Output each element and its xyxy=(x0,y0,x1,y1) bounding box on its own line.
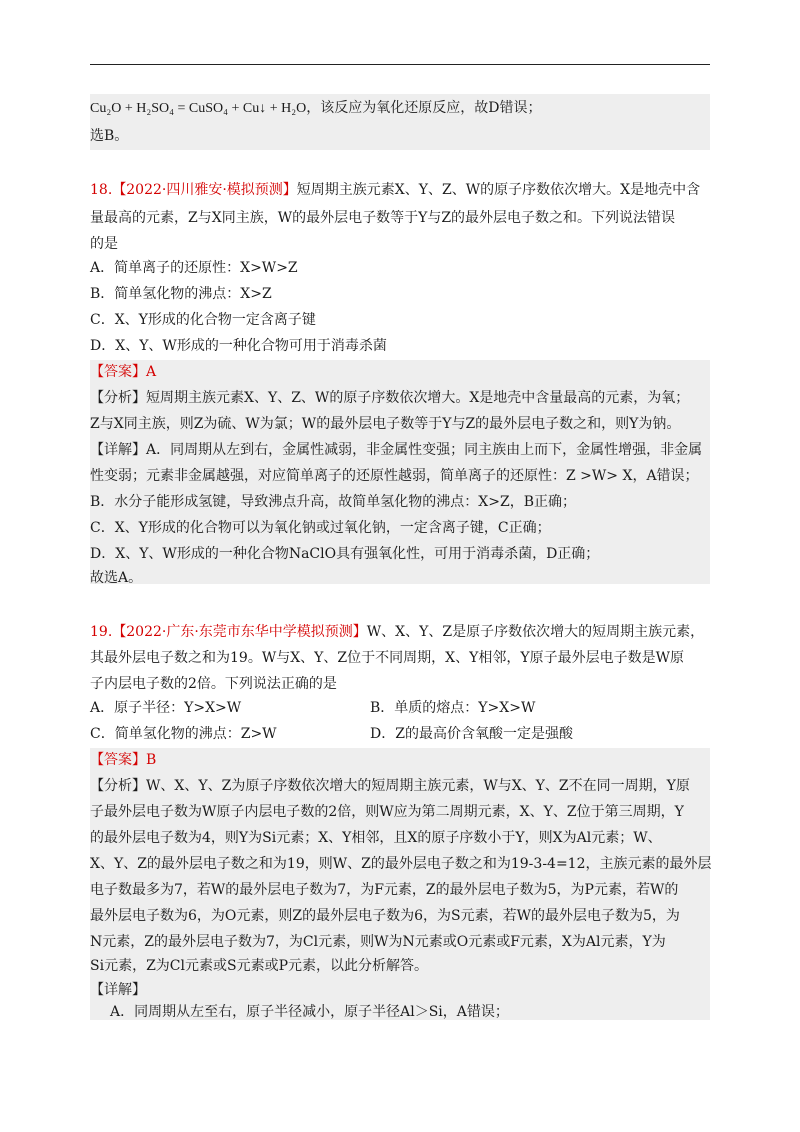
q18-option-a: A．简单离子的还原性：X>W>Z xyxy=(90,260,298,276)
reaction-comment: ，该反应为氧化还原反应，故D错误； xyxy=(306,100,542,116)
q18-option-b: B．简单氢化物的沸点：X>Z xyxy=(90,286,272,302)
q19-answer xyxy=(90,750,156,770)
q19-analysis-line5: 电子数最多为7，若W的最外层电子数为7，为F元素，Z的最外层电子数为5，为P元素，若W的 xyxy=(90,882,679,898)
q19-answer-label: 【答案】 xyxy=(90,752,146,768)
q19-number: 19. xyxy=(90,624,113,640)
q18-detail-line4: C．X、Y形成的化合物可以为氧化钠或过氧化钠，一定含离子键，C正确； xyxy=(90,520,551,536)
q19-source: 【2022·广东·东莞市东华中学模拟预测】 xyxy=(112,624,367,640)
q18-number: 18. xyxy=(90,182,113,198)
q19-stem-line1 xyxy=(90,622,704,642)
q18-answer xyxy=(90,362,156,382)
q18-detail-line2: 性变弱；元素非金属越强，对应简单离子的还原性越弱，简单离子的还原性：Z >W> X，A错误； xyxy=(90,468,699,484)
q19-analysis-line7: N元素，Z的最外层电子数为7，为Cl元素，则W为N元素或O元素或F元素，X为Al元素，Y为 xyxy=(90,934,666,950)
q18-stem-line3: 的是 xyxy=(90,236,118,252)
q18-answer-label: 【答案】 xyxy=(90,364,146,380)
q19-analysis-line1: 【分析】W、X、Y、Z为原子序数依次增大的短周期主族元素，W与X、Y、Z不在同一周期，Y原 xyxy=(90,778,690,794)
q19-answer-value: B xyxy=(146,752,157,768)
header-rule xyxy=(90,64,710,65)
q18-detail-line1: 【详解】A．同周期从左到右，金属性减弱，非金属性变强；同主族由上而下，金属性增强，非金属 xyxy=(90,442,703,458)
q18-conclusion: 故选A。 xyxy=(90,570,143,586)
q19-detail-label: 【详解】 xyxy=(90,982,146,998)
q18-detail-line3: B．水分子能形成氢键，导致沸点升高，故简单氢化物的沸点：X>Z，B正确； xyxy=(90,494,576,510)
q18-analysis-line2: Z与X同主族，则Z为硫、W为氯；W的最外层电子数等于Y与Z的最外层电子数之和，则Y为钠。 xyxy=(90,416,681,432)
q19-stem-text1: W、X、Y、Z是原子序数依次增大的短周期主族元素， xyxy=(366,624,705,640)
q19-option-a: A．原子半径：Y>X>W xyxy=(90,700,242,716)
q18-option-c: C．X、Y形成的化合物一定含离子键 xyxy=(90,312,316,328)
q19-analysis-line2: 子最外层电子数为W原子内层电子数的2倍，则W应为第二周期元素，X、Y、Z位于第三周期，Y xyxy=(90,804,684,820)
q18-stem-line2: 量最高的元素，Z与X同主族，W的最外层电子数等于Y与Z的最外层电子数之和。下列说法错误 xyxy=(90,210,676,226)
q18-analysis-line1: 【分析】短周期主族元素X、Y、Z、W的原子序数依次增大。X是地壳中含量最高的元素，为氧； xyxy=(90,390,690,406)
q19-analysis-line4: X、Y、Z的最外层电子数之和为19，则W、Z的最外层电子数之和为19-3-4=12，主族元素的最外层 xyxy=(90,856,712,872)
q18-source: 【2022·四川雅安·模拟预测】 xyxy=(112,182,297,198)
q19-option-c: C．简单氢化物的沸点：Z>W xyxy=(90,726,277,742)
q19-stem-line2: 其最外层电子数之和为19。W与X、Y、Z位于不同周期，X、Y相邻，Y原子最外层电子数是W原 xyxy=(90,650,684,666)
q18-stem-line1 xyxy=(90,180,700,200)
q19-stem-line3: 子内层电子数的2倍。下列说法正确的是 xyxy=(90,676,337,692)
q19-analysis-line3: 的最外层电子数为4，则Y为Si元素；X、Y相邻，且X的原子序数小于Y，则X为Al元素；W、 xyxy=(90,830,662,846)
q18-stem-text1: 短周期主族元素X、Y、Z、W的原子序数依次增大。X是地壳中含 xyxy=(296,182,701,198)
q19-analysis-line6: 最外层电子数为6，为O元素，则Z的最外层电子数为6，为S元素，若W的最外层电子数为5，为 xyxy=(90,908,680,924)
q19-option-d: D．Z的最高价含氧酸一定是强酸 xyxy=(370,726,573,742)
chemical-equation: Cu₂O + H₂SO₄ = CuSO₄ + Cu↓ + H₂O xyxy=(90,101,307,116)
q19-option-b: B．单质的熔点：Y>X>W xyxy=(370,700,536,716)
q19-analysis-line8: Si元素，Z为Cl元素或S元素或P元素，以此分析解答。 xyxy=(90,958,428,974)
prev-conclusion: 选B。 xyxy=(90,128,129,144)
q18-option-d: D．X、Y、W形成的一种化合物可用于消毒杀菌 xyxy=(90,338,387,354)
q18-detail-line5: D．X、Y、W形成的一种化合物NaClO具有强氧化性，可用于消毒杀菌，D正确； xyxy=(90,546,600,562)
q18-answer-value: A xyxy=(146,364,157,380)
q19-detail-line1: A．同周期从左至右，原子半径减小，原子半径Al＞Si，A错误； xyxy=(110,1004,509,1020)
reaction-line xyxy=(90,98,541,119)
